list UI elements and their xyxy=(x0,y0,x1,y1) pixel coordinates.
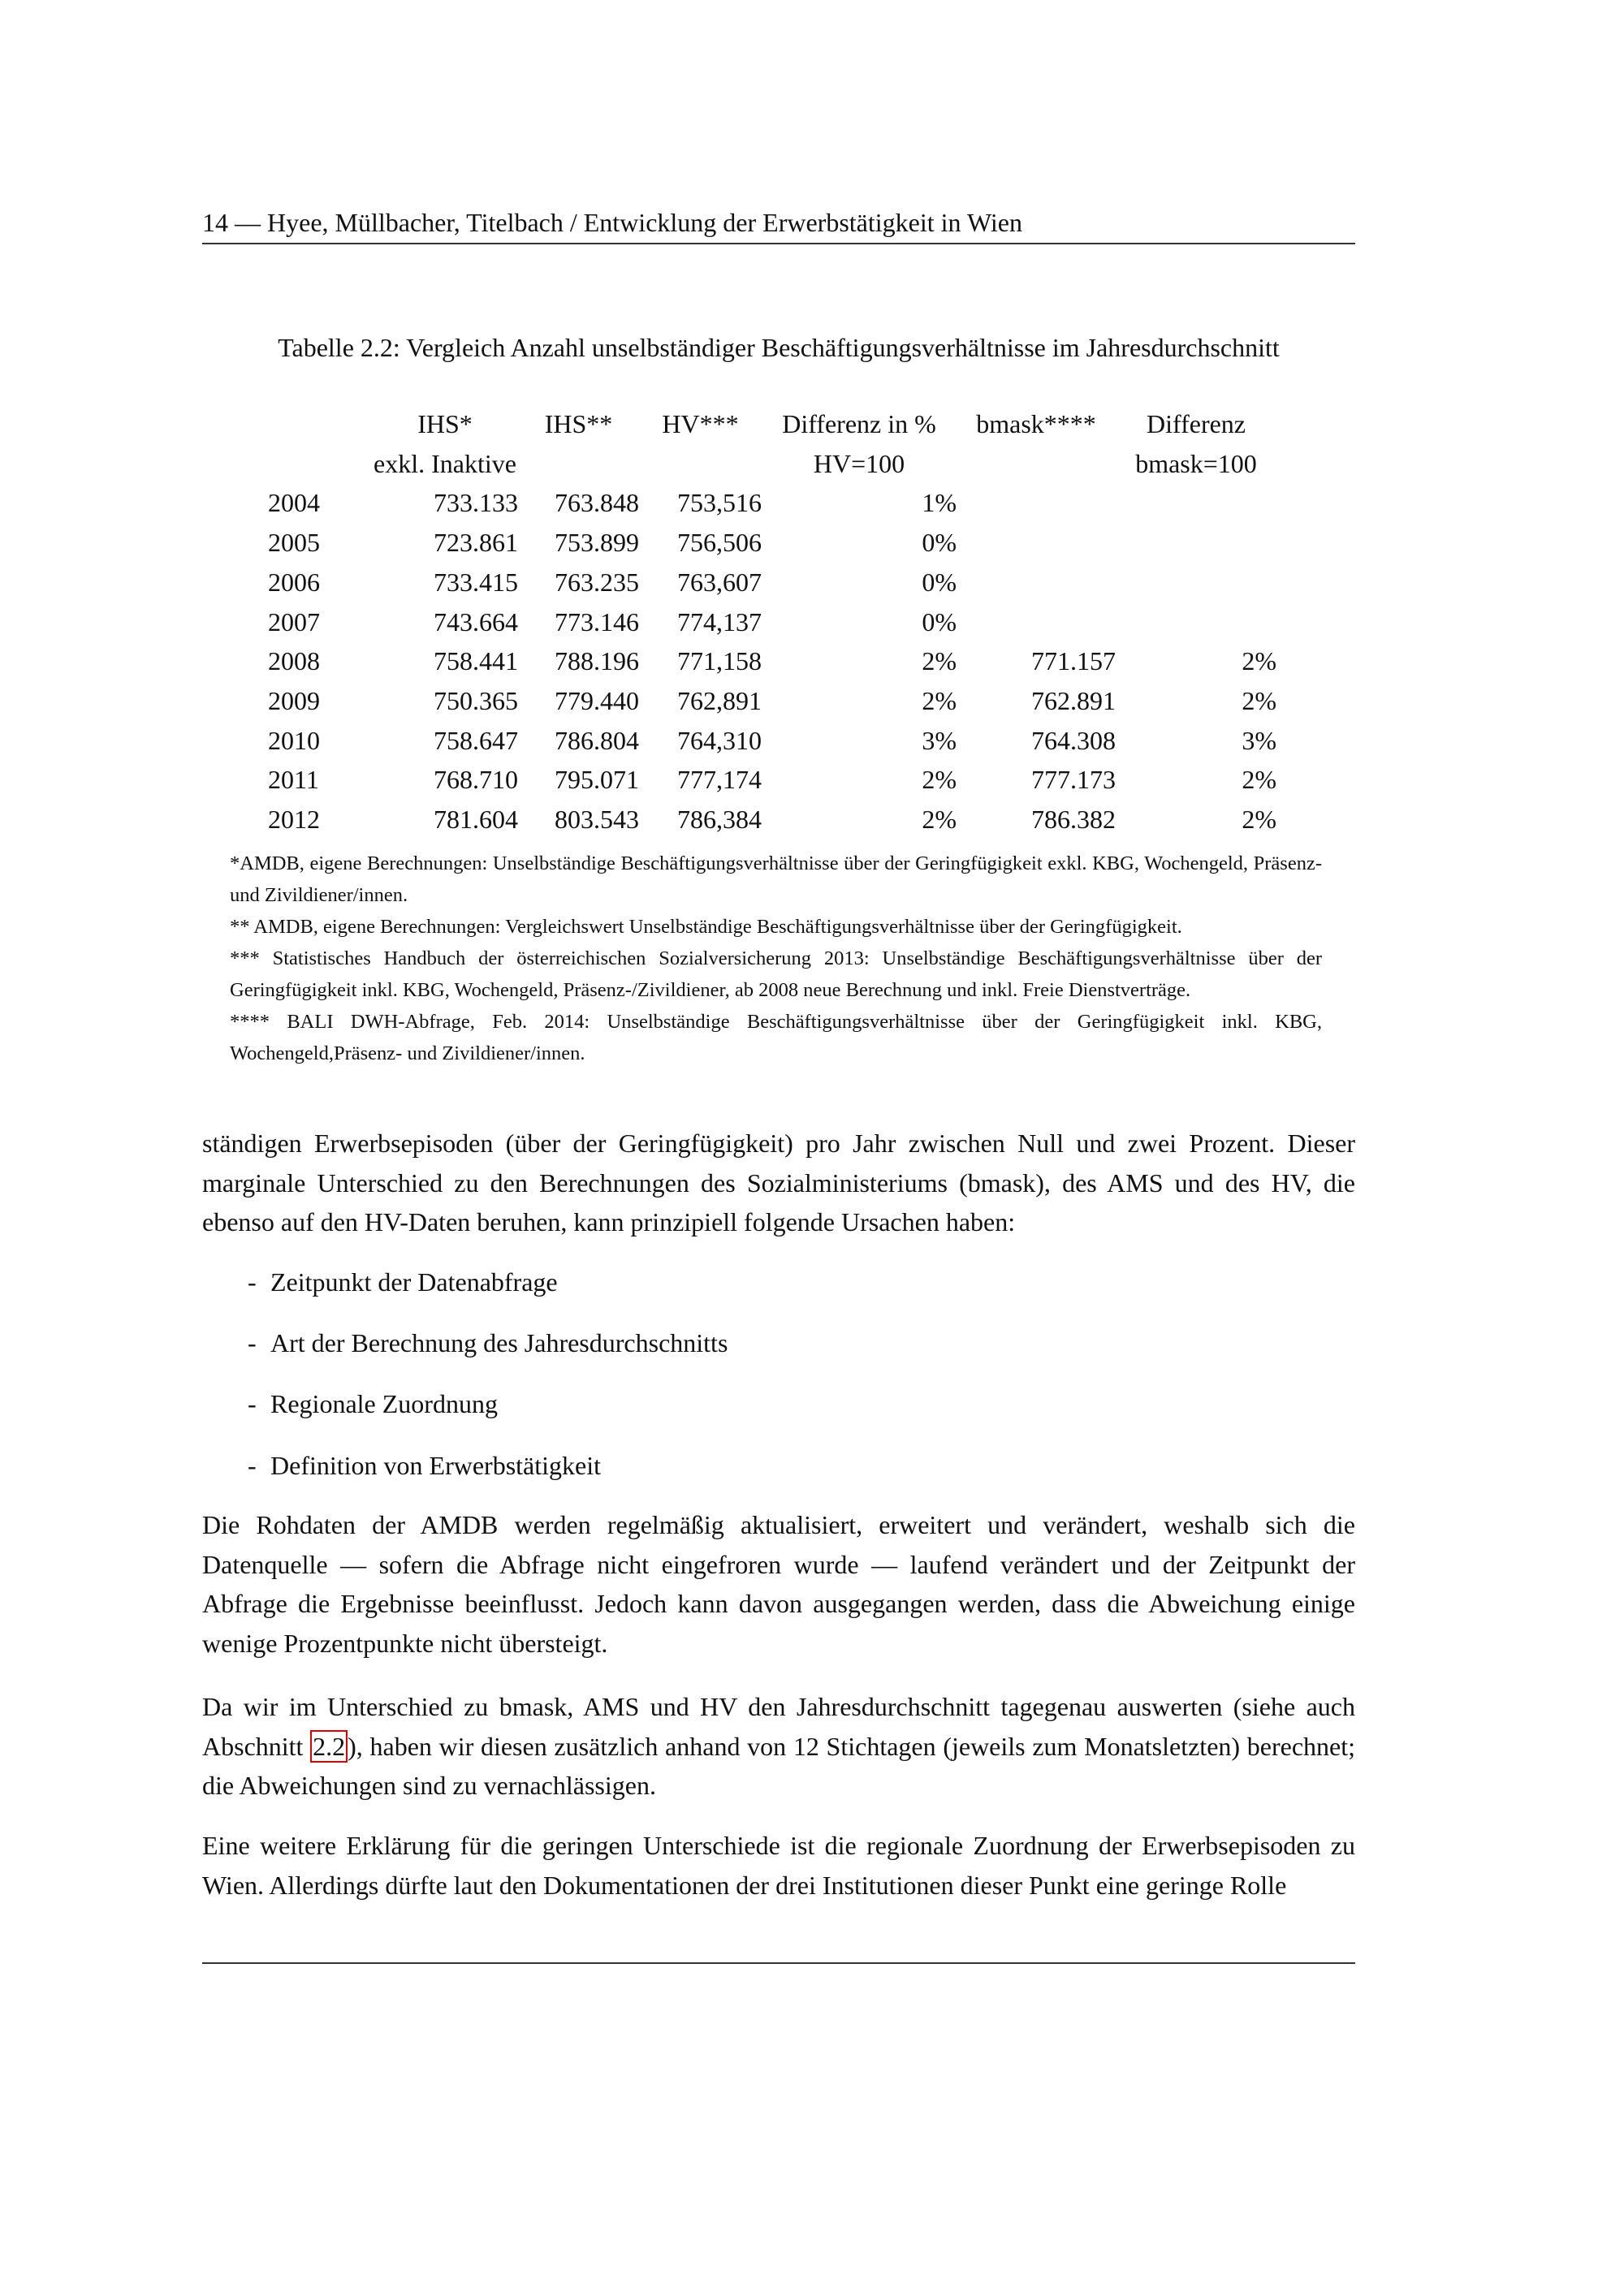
list-item xyxy=(248,1262,558,1301)
paragraph-text: ), haben wir diesen zusätzlich anhand von 12 Stichtagen (jeweils zum Monatsletzten) berechnet; die Abweichungen sind zu vernachlässigen. xyxy=(202,1731,1356,1800)
table-cell xyxy=(1116,602,1276,642)
year-cell: 2007 xyxy=(268,606,320,637)
table-cell xyxy=(957,523,1116,563)
table-cell: 750.365 xyxy=(434,685,518,715)
table-cell: 788.196 xyxy=(555,646,639,676)
table-cell: 781.604 xyxy=(434,805,518,835)
column-header xyxy=(268,404,372,444)
table-cell xyxy=(1116,483,1276,523)
year-cell: 2012 xyxy=(268,805,320,835)
year-cell: 2009 xyxy=(268,685,320,715)
paragraph: Die Rohdaten der AMDB werden regelmäßig aktualisiert, erweitert und verändert, weshalb sich die Datenquelle — sofern die Abfrage nicht eingefroren wurde — laufend verändert und der Zeitpunkt der Abfrage die Ergebnisse beeinflusst. Jedoch kann davon ausgegangen werden, dass die Abweichung einige wenige Prozentpunkte nicht übersteigt. xyxy=(202,1510,1355,1658)
table-cell: 743.664 xyxy=(434,606,518,637)
column-header: exkl. Inaktive xyxy=(374,448,516,478)
table-cell: 762,891 xyxy=(677,685,762,715)
table-caption: Tabelle 2.2: Vergleich Anzahl unselbständiger Beschäftigungsverhältnisse im Jahresdurchschnitt xyxy=(278,333,1280,362)
year-cell: 2008 xyxy=(268,646,320,676)
table-row xyxy=(268,563,1276,602)
table-cell: 756,506 xyxy=(677,528,762,558)
table-cell: 758.647 xyxy=(434,725,518,755)
footnote: ** AMDB, eigene Berechnungen: Vergleichswert Unselbständige Beschäftigungsverhältnisse über der Geringfügigkeit. xyxy=(230,916,1182,938)
column-header xyxy=(518,444,639,484)
list-marker: - xyxy=(248,1389,257,1418)
section-reference-link[interactable]: 2.2 xyxy=(310,1730,348,1763)
table-cell: 773.146 xyxy=(555,606,639,637)
table-row xyxy=(268,641,1276,681)
table-row xyxy=(268,800,1276,839)
table-cell: 0% xyxy=(922,606,957,637)
table-cell: 764,310 xyxy=(677,725,762,755)
table-cell: 0% xyxy=(922,567,957,597)
list-marker: - xyxy=(248,1451,257,1480)
running-head: 14 — Hyee, Müllbacher, Titelbach / Entwicklung der Erwerbstätigkeit in Wien xyxy=(202,208,1022,237)
column-header: bmask**** xyxy=(976,409,1096,438)
table-row xyxy=(268,760,1276,800)
list-item-text: Regionale Zuordnung xyxy=(270,1389,498,1418)
table-cell: 733.415 xyxy=(434,567,518,597)
table-cell: 753.899 xyxy=(555,528,639,558)
footnote: *AMDB, eigene Berechnungen: Unselbständige Beschäftigungsverhältnisse über der Geringfügigkeit exkl. KBG, Wochengeld, Präsenz- und Zivildiener/innen. xyxy=(230,852,1322,906)
list-item-text: Definition von Erwerbstätigkeit xyxy=(270,1451,602,1480)
table-header-row xyxy=(268,444,1276,484)
column-header: Differenz xyxy=(1147,409,1246,438)
table-cell xyxy=(1116,563,1276,602)
table-cell: 0% xyxy=(922,528,957,558)
table-cell: 2% xyxy=(1242,685,1276,715)
column-header: bmask=100 xyxy=(1135,448,1257,478)
table-row xyxy=(268,602,1276,642)
column-header xyxy=(639,444,762,484)
paragraph xyxy=(202,1687,1355,1806)
column-header: IHS* xyxy=(417,409,473,438)
footnote: **** BALI DWH-Abfrage, Feb. 2014: Unselbständige Beschäftigungsverhältnisse über der Geringfügigkeit inkl. KBG, Wochengeld,Präsenz- und Zivildiener/innen. xyxy=(230,1011,1322,1064)
comparison-table xyxy=(268,404,1276,839)
list-item xyxy=(248,1384,498,1423)
table-cell: 795.071 xyxy=(555,765,639,795)
table-cell: 786,384 xyxy=(677,805,762,835)
table-cell: 753,516 xyxy=(677,488,762,518)
table-header-row xyxy=(268,404,1276,444)
table-cell: 786.382 xyxy=(1031,805,1116,835)
table-cell: 774,137 xyxy=(677,606,762,637)
list-item xyxy=(248,1323,728,1362)
year-cell: 2004 xyxy=(268,488,320,518)
table-cell: 771,158 xyxy=(677,646,762,676)
table-cell: 803.543 xyxy=(555,805,639,835)
table-cell xyxy=(1116,523,1276,563)
table-cell: 2% xyxy=(922,646,957,676)
table-cell: 3% xyxy=(1242,725,1276,755)
column-header xyxy=(957,444,1116,484)
table-cell: 762.891 xyxy=(1031,685,1116,715)
table-cell: 777,174 xyxy=(677,765,762,795)
paragraph-text: Da wir im Unterschied zu bmask, AMS und HV den Jahresdurchschnitt tagegenau auswerten (siehe auch Abschnitt xyxy=(202,1692,1355,1761)
table-cell: 763.848 xyxy=(555,488,639,518)
table-row xyxy=(268,681,1276,721)
table-cell: 3% xyxy=(922,725,957,755)
table-cell: 771.157 xyxy=(1031,646,1116,676)
year-cell: 2010 xyxy=(268,725,320,755)
table-cell: 2% xyxy=(922,765,957,795)
list-marker: - xyxy=(248,1267,257,1297)
table-cell: 763,607 xyxy=(677,567,762,597)
table-cell: 764.308 xyxy=(1031,725,1116,755)
table-row xyxy=(268,483,1276,523)
table-footnotes xyxy=(230,848,1322,1069)
list-item xyxy=(248,1446,601,1485)
table-row xyxy=(268,721,1276,761)
table-cell: 2% xyxy=(1242,805,1276,835)
table-cell: 2% xyxy=(922,685,957,715)
table-cell: 733.133 xyxy=(434,488,518,518)
table-row xyxy=(268,523,1276,563)
column-header: HV*** xyxy=(662,409,739,438)
table-cell: 1% xyxy=(922,488,957,518)
footnote: *** Statistisches Handbuch der österreichischen Sozialversicherung 2013: Unselbständige Beschäftigungsverhältnisse über der Geringfügigkeit inkl. KBG, Wochengeld, Präsenz-/Zivildiener, ab 2008 neue Berechnung und inkl. Freie Dienstverträge. xyxy=(230,947,1322,1001)
table-cell: 2% xyxy=(922,805,957,835)
list-marker: - xyxy=(248,1328,257,1357)
column-header xyxy=(268,444,372,484)
column-header: Differenz in % xyxy=(782,409,936,438)
footer-rule xyxy=(202,1962,1355,1964)
table-cell: 763.235 xyxy=(555,567,639,597)
column-header: HV=100 xyxy=(813,448,905,478)
paragraph: ständigen Erwerbsepisoden (über der Geringfügigkeit) pro Jahr zwischen Null und zwei Prozent. Dieser marginale Unterschied zu den Berechnungen des Sozialministeriums (bmask), des AMS und des HV, die ebenso auf den HV-Daten beruhen, kann prinzipiell folgende Ursachen haben: xyxy=(202,1129,1355,1236)
header-rule xyxy=(202,243,1355,244)
table-cell xyxy=(957,483,1116,523)
table-cell xyxy=(957,602,1116,642)
table-cell: 786.804 xyxy=(555,725,639,755)
table-cell: 777.173 xyxy=(1031,765,1116,795)
year-cell: 2005 xyxy=(268,528,320,558)
table-cell: 768.710 xyxy=(434,765,518,795)
year-cell: 2011 xyxy=(268,765,319,795)
table-cell: 779.440 xyxy=(555,685,639,715)
year-cell: 2006 xyxy=(268,567,320,597)
table-cell: 2% xyxy=(1242,765,1276,795)
table-cell: 723.861 xyxy=(434,528,518,558)
paragraph: Eine weitere Erklärung für die geringen Unterschiede ist die regionale Zuordnung der Erwerbsepisoden zu Wien. Allerdings dürfte laut den Dokumentationen der drei Institutionen dieser Punkt eine geringe Rolle xyxy=(202,1831,1355,1900)
table-cell xyxy=(957,563,1116,602)
list-item-text: Art der Berechnung des Jahresdurchschnitts xyxy=(270,1328,728,1357)
table-cell: 2% xyxy=(1242,646,1276,676)
table-cell: 758.441 xyxy=(434,646,518,676)
column-header: IHS** xyxy=(544,409,613,438)
list-item-text: Zeitpunkt der Datenabfrage xyxy=(270,1267,558,1297)
